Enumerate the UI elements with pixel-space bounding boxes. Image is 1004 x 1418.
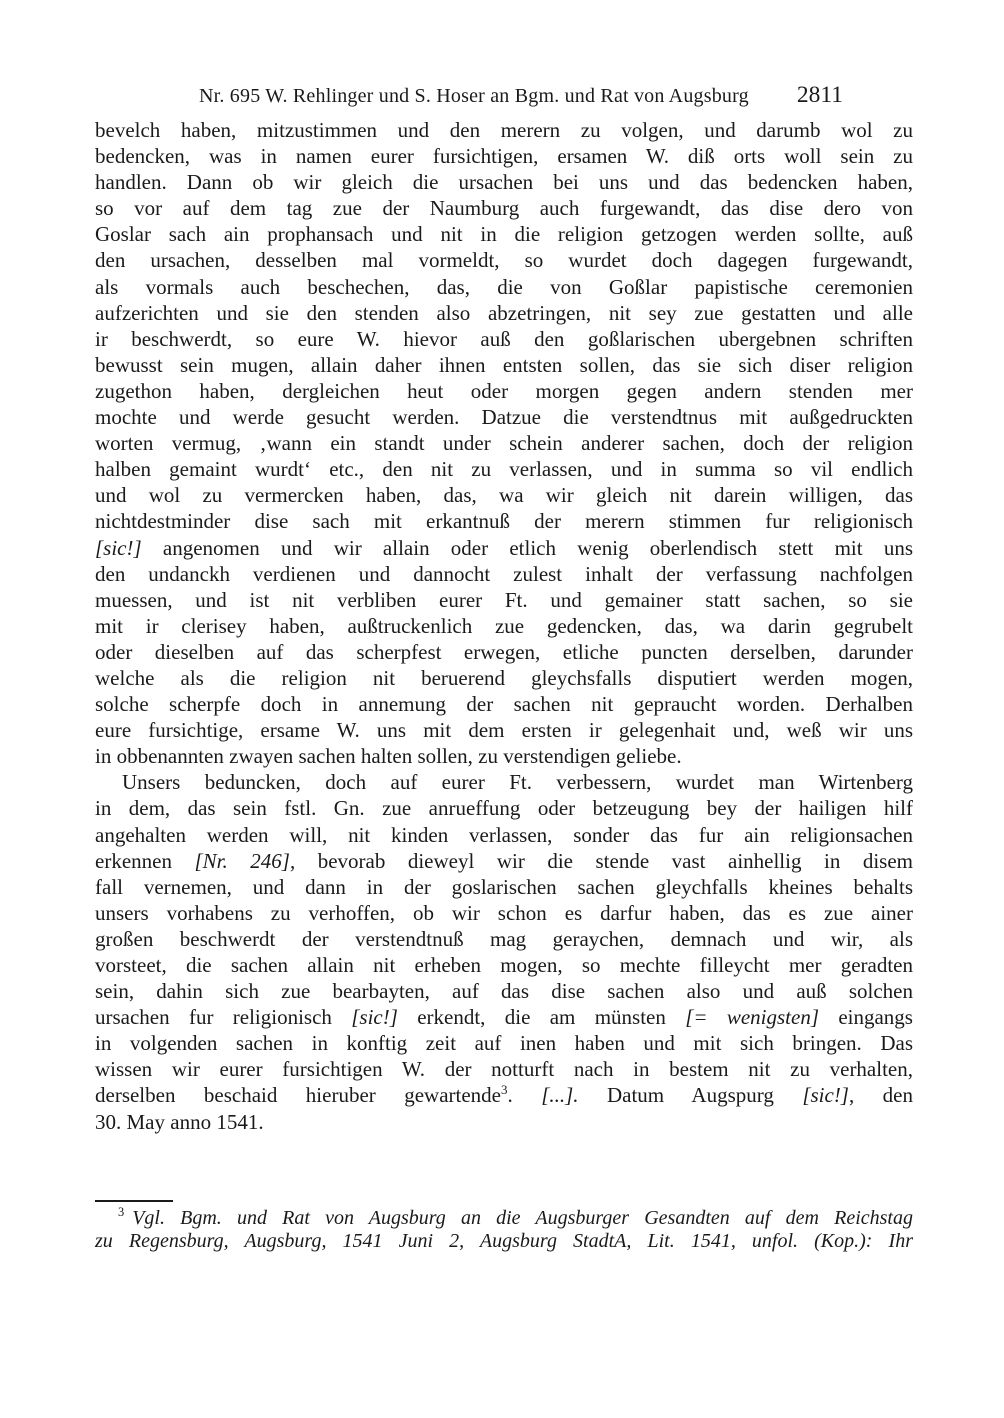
- text-run: nichtdestminder dise sach mit erkantnuß der merern stimmen fur religionisch: [95, 509, 913, 534]
- text-run: Goslar sach ain prophansach und nit in die religion getzogen werden sollte, auß: [95, 222, 913, 247]
- editorial-note: [Nr. 246]: [194, 848, 290, 873]
- text-line: [95, 848, 913, 874]
- text-run: mit ir clerisey haben, außtruckenlich zue gedencken, das, wa darin gegrubelt: [95, 613, 913, 638]
- text-run: sein, dahin sich zue bearbayten, auf das dise sachen also und auß solchen: [95, 979, 913, 1004]
- text-line: [95, 456, 913, 482]
- text-run: ir beschwerdt, so eure W. hievor auß den goßlarischen ubergebnen schriften: [95, 326, 913, 351]
- text-run: Datum Augspurg: [578, 1083, 803, 1108]
- text-run: handlen. Dann ob wir gleich die ursachen bei uns und das bedencken haben,: [95, 170, 913, 195]
- text-run: , bevorab dieweyl wir die stende vast ainhellig in disem: [289, 848, 913, 873]
- text-line: [95, 613, 913, 639]
- text-line: [95, 926, 913, 952]
- running-header: [95, 82, 913, 108]
- text-run: eingangs: [819, 1005, 913, 1030]
- text-run: worten vermug, ‚wann ein standt under schein anderer sachen, doch der religion: [95, 431, 913, 456]
- text-line: [95, 769, 913, 795]
- text-run: .: [507, 1083, 542, 1108]
- text-run: muessen, und ist nit verbliben eurer Ft. und gemainer statt sachen, so sie: [95, 587, 913, 612]
- text-line: [95, 978, 913, 1004]
- text-run: eure fursichtige, ersame W. uns mit dem ersten ir gelegenhait und, weß wir uns: [95, 718, 913, 743]
- text-run: angehalten werden will, nit kinden verlassen, sonder das fur ain religionsachen: [95, 822, 913, 847]
- text-run: fall vernemen, und dann in der goslarischen sachen gleychfalls kheines behalts: [95, 874, 913, 899]
- text-line: [95, 247, 913, 273]
- text-line: [95, 274, 913, 300]
- text-run: unsers vorhabens zu verhoffen, ob wir schon es darfur haben, das es zue ainer: [95, 900, 913, 925]
- text-line: [95, 665, 913, 691]
- text-line: [95, 743, 913, 769]
- text-line: [95, 508, 913, 534]
- paragraph: [95, 769, 913, 1134]
- text-run: oder dieselben auf das scherpfest erwegen, etliche puncten derselben, darunder: [95, 639, 913, 664]
- text-run: bewusst sein mugen, allain daher ihnen entsten sollen, das sie sich diser religion: [95, 352, 913, 377]
- text-line: [95, 169, 913, 195]
- text-run: 30. May anno 1541.: [95, 1109, 264, 1134]
- text-run: Unsers beduncken, doch auf eurer Ft. verbessern, wurdet man Wirtenberg: [122, 770, 913, 795]
- text-run: wissen wir eurer fursichtigen W. der notturft nach in bestem nit zu verhalten,: [95, 1057, 913, 1082]
- text-line: [95, 482, 913, 508]
- text-line: [95, 1109, 913, 1135]
- text-run: aufzerichten und sie den stenden also abzetringen, nit sey zue gestatten und alle: [95, 300, 913, 325]
- text-run: als vormals auch beschechen, das, die von Goßlar papistische ceremonien: [95, 274, 913, 299]
- text-run: großen beschwerdt der verstendtnuß mag geraychen, demnach und wir, als: [95, 926, 913, 951]
- text-run: und wol zu vermercken haben, das, wa wir gleich nit darein willigen, das: [95, 483, 913, 508]
- text-run: den ursachen, desselben mal vormeldt, so wurdet doch dagegen furgewandt,: [95, 248, 913, 273]
- text-line: [95, 352, 913, 378]
- editorial-note: [...].: [541, 1083, 579, 1108]
- paragraph: [95, 1207, 913, 1254]
- editorial-note: [= wenigsten]: [685, 1005, 820, 1030]
- text-line: [95, 691, 913, 717]
- text-run: zugethon haben, dergleichen heut oder morgen gegen andern stenden mer: [95, 378, 913, 403]
- text-run: in volgenden sachen in konftig zeit auf inen haben und mit sich bringen. Das: [95, 1031, 913, 1056]
- text-run: erkendt, die am münsten: [397, 1005, 686, 1030]
- text-run: in dem, das sein fstl. Gn. zue anrueffung oder betzeugung bey der hailigen hilf: [95, 796, 913, 821]
- editorial-note: [sic!]: [351, 1005, 398, 1030]
- text-line: [95, 1004, 913, 1030]
- text-run: zu Regensburg, Augsburg, 1541 Juni 2, Augsburg StadtA, Lit. 1541, unfol. (Kop.): Ihr: [95, 1230, 913, 1253]
- text-line: [95, 535, 913, 561]
- text-line: [95, 1030, 913, 1056]
- text-line: [95, 639, 913, 665]
- text-line: [95, 326, 913, 352]
- text-run: den undanckh verdienen und dannocht zulest inhalt der verfassung nachfolgen: [95, 561, 913, 586]
- footnote: [95, 1207, 913, 1254]
- text-run: mochte und werde gesucht werden. Datzue die verstendtnus mit außgedruckten: [95, 405, 913, 430]
- text-run: bevelch haben, mitzustimmen und den merern zu volgen, und darumb wol zu: [95, 118, 913, 142]
- text-line: [95, 1082, 913, 1108]
- text-line: [95, 795, 913, 821]
- text-run: in obbenannten zwayen sachen halten sollen, zu verstendigen geliebe.: [95, 744, 682, 769]
- footnote-separator: [95, 1200, 173, 1202]
- text-line: [95, 143, 913, 169]
- text-line: [95, 378, 913, 404]
- text-run: solche scherpfe doch in annemung der sachen nit gepraucht worden. Derhalben: [95, 692, 913, 717]
- text-line: [95, 195, 913, 221]
- footnote-reference: 3: [500, 1082, 508, 1098]
- text-line: [95, 430, 913, 456]
- header-title: Nr. 695 W. Rehlinger und S. Hoser an Bgm. und Rat von Augsburg: [199, 85, 749, 107]
- text-line: [95, 1207, 913, 1230]
- text-run: welche als die religion nit beruerend gleychsfalls disputiert werden mogen,: [95, 665, 913, 690]
- editorial-note: [sic!]: [802, 1083, 849, 1108]
- editorial-note: [sic!]: [95, 535, 142, 560]
- text-run: vorsteet, die sachen allain nit erheben mogen, so mechte filleycht mer geradten: [95, 953, 913, 977]
- text-run: derselben beschaid hieruber gewartende: [95, 1083, 501, 1108]
- page-number: 2811: [796, 82, 843, 108]
- text-line: [95, 117, 913, 143]
- text-line: [95, 221, 913, 247]
- text-line: [95, 874, 913, 900]
- text-run: angenomen und wir allain oder etlich wenig oberlendisch stett mit uns: [141, 535, 913, 560]
- text-line: [95, 1056, 913, 1082]
- text-run: , den: [848, 1083, 913, 1108]
- text-run: so vor auf dem tag zue der Naumburg auch furgewandt, das dise dero von: [95, 196, 913, 221]
- text-line: [95, 300, 913, 326]
- paragraph: [95, 117, 913, 769]
- text-line: [95, 952, 913, 978]
- footnote-reference: 3: [118, 1205, 125, 1220]
- text-line: [95, 717, 913, 743]
- text-line: [95, 822, 913, 848]
- text-line: [95, 900, 913, 926]
- text-run: bedencken, was in namen eurer fursichtigen, ersamen W. diß orts woll sein zu: [95, 144, 913, 169]
- body-text: [95, 117, 913, 1135]
- text-line: [95, 587, 913, 613]
- text-line: [95, 1230, 913, 1253]
- text-run: ursachen fur religionisch: [95, 1005, 352, 1030]
- text-run: Vgl. Bgm. und Rat von Augsburg an die Augsburger Gesandten auf dem Reichstag: [132, 1207, 913, 1229]
- text-run: erkennen: [95, 848, 195, 873]
- text-line: [95, 561, 913, 587]
- text-line: [95, 404, 913, 430]
- text-run: halben gemaint wurdt‘ etc., den nit zu verlassen, und in summa so vil endlich: [95, 457, 913, 482]
